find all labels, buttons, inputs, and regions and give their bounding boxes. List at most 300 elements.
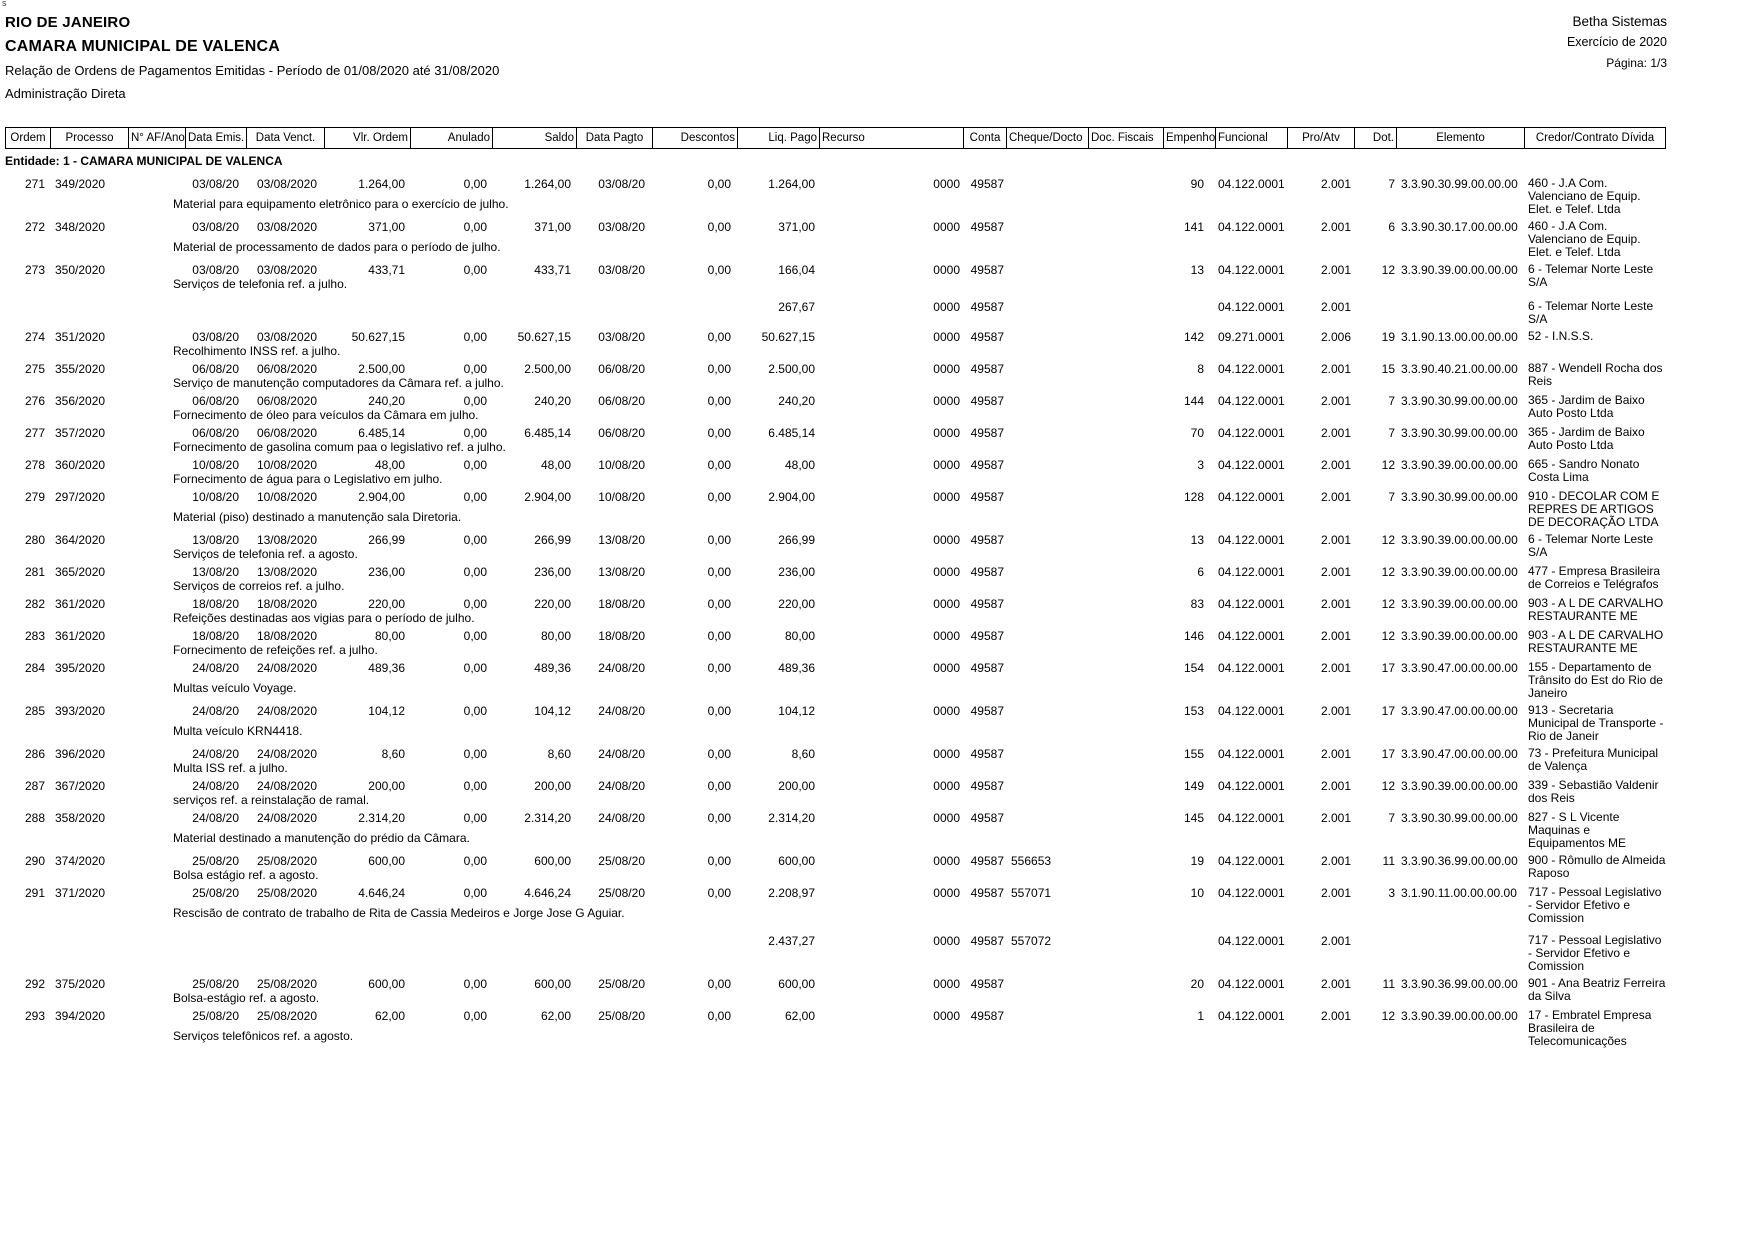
cell-liq: 104,12	[778, 704, 815, 718]
cell-liq: 200,00	[778, 779, 815, 793]
cell-empenho: 13	[1190, 263, 1204, 277]
cell-funcional: 04.122.0001	[1218, 220, 1285, 234]
cell-descontos: 0,00	[707, 854, 731, 868]
cell-credor: 73 - Prefeitura Municipal de Valença	[1528, 746, 1659, 773]
order-description: Bolsa estágio ref. a agosto.	[173, 868, 319, 882]
cell-recurso: 0000	[933, 533, 960, 547]
cell-pagto: 24/08/20	[598, 779, 645, 793]
table-row	[5, 977, 1666, 1005]
cell-saldo: 220,00	[534, 597, 571, 611]
cell-dot: 17	[1381, 661, 1395, 675]
cell-emis: 24/08/20	[192, 747, 239, 761]
cell-ordem: 292	[24, 977, 45, 991]
entity-name: CAMARA MUNICIPAL DE VALENCA	[5, 38, 281, 55]
cell-empenho: 70	[1190, 426, 1204, 440]
cell-saldo: 200,00	[534, 779, 571, 793]
cell-emis: 18/08/20	[192, 629, 239, 643]
table-row	[5, 533, 1666, 561]
cell-conta: 49587	[970, 330, 1004, 344]
cell-docfiscais	[1089, 490, 1164, 510]
cell-cheque	[1007, 811, 1089, 831]
cell-liq: 240,20	[778, 394, 815, 408]
cell-credor: 903 - A L DE CARVALHO RESTAURANTE ME	[1528, 596, 1664, 623]
cell-vlr: 48,00	[374, 458, 405, 472]
col-header-af: N° AF/Ano	[129, 128, 186, 148]
cell-recurso: 0000	[933, 263, 960, 277]
cell-liq: 236,00	[778, 565, 815, 579]
cell-proatv: 2.001	[1320, 458, 1351, 472]
cell-ordem: 287	[24, 779, 45, 793]
cell-venct: 18/08/2020	[256, 629, 317, 643]
cell-recurso: 0000	[933, 597, 960, 611]
cell-vlr: 600,00	[368, 854, 405, 868]
cell-emis: 03/08/20	[192, 177, 239, 191]
cell-extra-proatv: 2.001	[1320, 934, 1351, 948]
cell-vlr: 2.314,20	[358, 811, 405, 825]
cell-proatv: 2.001	[1320, 629, 1351, 643]
cell-saldo: 240,20	[534, 394, 571, 408]
cell-proatv: 2.001	[1320, 886, 1351, 900]
cell-emis: 03/08/20	[192, 330, 239, 344]
cell-recurso: 0000	[933, 747, 960, 761]
cell-liq: 50.627,15	[761, 330, 815, 344]
cell-pagto: 24/08/20	[598, 704, 645, 718]
report-scope: Administração Direta	[5, 86, 126, 101]
cell-descontos: 0,00	[707, 394, 731, 408]
cell-ordem: 280	[24, 533, 45, 547]
cell-dot: 12	[1381, 779, 1395, 793]
cell-funcional: 04.122.0001	[1218, 177, 1285, 191]
table-row	[5, 886, 1666, 973]
cell-dot: 11	[1382, 854, 1395, 868]
cell-credor: 339 - Sebastião Valdenir dos Reis	[1528, 778, 1659, 805]
col-header-vlr: Vlr. Ordem	[325, 128, 411, 148]
cell-saldo: 433,71	[534, 263, 571, 277]
cell-venct: 25/08/2020	[256, 854, 317, 868]
cell-ordem: 286	[24, 747, 45, 761]
col-header-anulado: Anulado	[411, 128, 493, 148]
cell-liq: 220,00	[778, 597, 815, 611]
cell-processo: 355/2020	[55, 362, 106, 376]
cell-conta: 49587	[970, 886, 1004, 900]
cell-funcional: 04.122.0001	[1218, 629, 1285, 643]
order-description: Refeições destinadas aos vigias para o período de julho.	[173, 611, 475, 625]
cell-descontos: 0,00	[707, 263, 731, 277]
cell-ordem: 281	[24, 565, 45, 579]
col-header-docfiscais: Doc. Fiscais	[1089, 128, 1164, 148]
cell-saldo: 48,00	[540, 458, 571, 472]
cell-credor: 365 - Jardim de Baixo Auto Posto Ltda	[1528, 393, 1645, 420]
cell-venct: 03/08/2020	[256, 220, 317, 234]
cell-docfiscais	[1089, 263, 1164, 277]
cell-docfiscais	[1089, 597, 1164, 611]
cell-elemento: 3.3.90.39.00.00.00.00	[1401, 629, 1518, 643]
cell-proatv: 2.001	[1320, 1009, 1351, 1023]
cell-venct: 10/08/2020	[256, 458, 317, 472]
cell-anulado: 0,00	[463, 565, 487, 579]
cell-funcional: 04.122.0001	[1218, 811, 1285, 825]
cell-descontos: 0,00	[707, 811, 731, 825]
cell-emis: 25/08/20	[192, 886, 239, 900]
cell-liq: 2.208,97	[768, 886, 815, 900]
cell-processo: 297/2020	[55, 490, 106, 504]
cell-processo: 360/2020	[55, 458, 106, 472]
cell-emis: 06/08/20	[192, 394, 239, 408]
order-description: Material para equipamento eletrônico para o exercício de julho.	[173, 196, 509, 211]
cell-dot: 7	[1388, 490, 1395, 504]
cell-saldo: 2.904,00	[524, 490, 571, 504]
cell-elemento: 3.3.90.30.99.00.00.00	[1401, 426, 1518, 440]
cell-descontos: 0,00	[707, 490, 731, 504]
cell-saldo: 371,00	[534, 220, 571, 234]
cell-vlr: 8,60	[381, 747, 405, 761]
cell-cheque	[1007, 747, 1089, 761]
cell-docfiscais	[1089, 661, 1164, 681]
table-row	[5, 394, 1666, 422]
cell-liq: 8,60	[791, 747, 815, 761]
cell-pagto: 18/08/20	[598, 629, 645, 643]
cell-credor: 901 - Ana Beatriz Ferreira da Silva	[1528, 976, 1666, 1003]
cell-emis: 24/08/20	[192, 661, 239, 675]
col-header-venct: Data Venct.	[247, 128, 325, 148]
cell-ordem: 276	[24, 394, 45, 408]
cell-empenho: 146	[1183, 629, 1204, 643]
cell-emis: 03/08/20	[192, 220, 239, 234]
cell-docfiscais	[1089, 533, 1164, 547]
cell-pagto: 10/08/20	[598, 458, 645, 472]
cell-anulado: 0,00	[463, 779, 487, 793]
cell-anulado: 0,00	[463, 220, 487, 234]
order-description: Rescisão de contrato de trabalho de Rita de Cassia Medeiros e Jorge Jose G Aguiar.	[173, 905, 625, 920]
cell-conta: 49587	[970, 426, 1004, 440]
cell-cheque	[1007, 362, 1089, 376]
cell-ordem: 285	[24, 704, 45, 718]
order-description: Material de processamento de dados para o período de julho.	[173, 239, 501, 254]
cell-vlr: 600,00	[368, 977, 405, 991]
cell-pagto: 13/08/20	[598, 565, 645, 579]
cell-descontos: 0,00	[707, 977, 731, 991]
cell-venct: 13/08/2020	[256, 565, 317, 579]
cell-emis: 24/08/20	[192, 811, 239, 825]
cell-dot: 12	[1381, 565, 1395, 579]
cell-elemento: 3.3.90.30.99.00.00.00	[1401, 394, 1518, 408]
cell-elemento: 3.1.90.13.00.00.00.00	[1401, 330, 1518, 344]
cell-liq: 48,00	[784, 458, 815, 472]
cell-funcional: 04.122.0001	[1218, 458, 1285, 472]
cell-funcional: 04.122.0001	[1218, 490, 1285, 504]
cell-conta: 49587	[970, 747, 1004, 761]
cell-af	[129, 597, 186, 611]
cell-dot: 17	[1381, 747, 1395, 761]
col-header-funcional: Funcional	[1216, 128, 1288, 148]
cell-cheque	[1007, 629, 1089, 643]
cell-docfiscais	[1089, 565, 1164, 579]
cell-proatv: 2.001	[1320, 490, 1351, 504]
cell-anulado: 0,00	[463, 177, 487, 191]
cell-recurso: 0000	[933, 886, 960, 900]
report-header	[0, 0, 1755, 101]
cell-emis: 18/08/20	[192, 597, 239, 611]
cell-processo: 361/2020	[55, 597, 106, 611]
cell-processo: 395/2020	[55, 661, 106, 675]
cell-liq: 62,00	[784, 1009, 815, 1023]
cell-venct: 03/08/2020	[256, 330, 317, 344]
cell-af	[129, 629, 186, 643]
cell-anulado: 0,00	[463, 263, 487, 277]
cell-descontos: 0,00	[707, 458, 731, 472]
cell-empenho: 128	[1183, 490, 1204, 504]
cell-vlr: 240,20	[368, 394, 405, 408]
cell-pagto: 06/08/20	[598, 362, 645, 376]
cell-empenho: 149	[1183, 779, 1204, 793]
cell-elemento: 3.3.90.30.99.00.00.00	[1401, 177, 1518, 191]
cell-recurso: 0000	[933, 490, 960, 504]
cell-proatv: 2.001	[1320, 177, 1351, 191]
orders-table	[5, 127, 1666, 1048]
cell-docfiscais	[1089, 1009, 1164, 1029]
cell-conta: 49587	[970, 629, 1004, 643]
cell-venct: 25/08/2020	[256, 886, 317, 900]
cell-proatv: 2.001	[1320, 811, 1351, 825]
cell-credor: 6 - Telemar Norte Leste S/A	[1528, 262, 1654, 289]
cell-af	[129, 330, 186, 344]
report-header-left	[5, 14, 499, 101]
report-header-right	[1567, 14, 1667, 101]
cell-elemento: 3.3.90.47.00.00.00.00	[1401, 747, 1518, 761]
cell-vlr: 6.485,14	[358, 426, 405, 440]
cell-descontos: 0,00	[707, 565, 731, 579]
cell-funcional: 04.122.0001	[1218, 263, 1285, 277]
cell-saldo: 236,00	[534, 565, 571, 579]
cell-vlr: 2.904,00	[358, 490, 405, 504]
cell-descontos: 0,00	[707, 362, 731, 376]
exercise-label: Exercício de 2020	[1566, 35, 1667, 49]
cell-ordem: 284	[24, 661, 45, 675]
cell-extra-conta: 49587	[970, 934, 1004, 948]
vendor-name: Betha Sistemas	[1572, 14, 1667, 29]
cell-dot: 3	[1388, 886, 1395, 900]
cell-vlr: 4.646,24	[358, 886, 405, 900]
cell-ordem: 288	[24, 811, 45, 825]
cell-liq: 266,99	[778, 533, 815, 547]
cell-extra-credor: 6 - Telemar Norte Leste S/A	[1528, 299, 1654, 326]
cell-extra-conta: 49587	[970, 300, 1004, 314]
cell-proatv: 2.001	[1320, 426, 1351, 440]
col-header-empenho: Empenho	[1164, 128, 1216, 148]
report-title: Relação de Ordens de Pagamentos Emitidas - Período de 01/08/2020 até 31/08/2020	[5, 63, 500, 78]
cell-anulado: 0,00	[463, 362, 487, 376]
table-row	[5, 704, 1666, 743]
cell-credor: 717 - Pessoal Legislativo - Servidor Efetivo e Comission	[1528, 885, 1662, 925]
cell-elemento: 3.3.90.30.17.00.00.00	[1401, 220, 1518, 234]
cell-descontos: 0,00	[707, 1009, 731, 1023]
cell-processo: 361/2020	[55, 629, 106, 643]
cell-cheque	[1007, 565, 1089, 579]
cell-processo: 356/2020	[55, 394, 106, 408]
cell-ordem: 283	[24, 629, 45, 643]
cell-pagto: 06/08/20	[598, 426, 645, 440]
cell-credor: 900 - Rômullo de Almeida Raposo	[1528, 853, 1666, 880]
cell-funcional: 04.122.0001	[1218, 362, 1285, 376]
cell-recurso: 0000	[933, 977, 960, 991]
cell-liq: 1.264,00	[768, 177, 815, 191]
cell-processo: 375/2020	[55, 977, 106, 991]
cell-pagto: 25/08/20	[598, 1009, 645, 1023]
entity-group-line: Entidade: 1 - CAMARA MUNICIPAL DE VALENCA	[5, 154, 283, 168]
cell-empenho: 154	[1183, 661, 1204, 675]
cell-empenho: 19	[1190, 854, 1204, 868]
cell-processo: 374/2020	[55, 854, 106, 868]
cell-vlr: 62,00	[374, 1009, 405, 1023]
cell-anulado: 0,00	[463, 854, 487, 868]
cell-recurso: 0000	[933, 661, 960, 675]
cell-conta: 49587	[970, 565, 1004, 579]
order-description: Serviço de manutenção computadores da Câmara ref. a julho.	[173, 376, 504, 390]
order-description: Fornecimento de refeições ref. a julho.	[173, 643, 378, 657]
cell-docfiscais	[1089, 458, 1164, 472]
cell-proatv: 2.001	[1320, 263, 1351, 277]
cell-venct: 25/08/2020	[256, 1009, 317, 1023]
cell-cheque	[1007, 779, 1089, 793]
cell-cheque	[1007, 977, 1089, 991]
order-description: Serviços de telefonia ref. a agosto.	[173, 547, 358, 561]
cell-credor: 827 - S L Vicente Maquinas e Equipamentos ME	[1528, 810, 1627, 850]
cell-recurso: 0000	[933, 854, 960, 868]
cell-af	[129, 533, 186, 547]
cell-docfiscais	[1089, 704, 1164, 724]
cell-credor: 52 - I.N.S.S.	[1528, 329, 1594, 343]
cell-funcional: 04.122.0001	[1218, 565, 1285, 579]
order-description: Serviços de correios ref. a julho.	[173, 579, 345, 593]
cell-saldo: 4.646,24	[524, 886, 571, 900]
cell-conta: 49587	[970, 490, 1004, 504]
cell-af	[129, 458, 186, 472]
cell-funcional: 04.122.0001	[1218, 597, 1285, 611]
cell-cheque	[1007, 426, 1089, 440]
cell-anulado: 0,00	[463, 704, 487, 718]
cell-cheque	[1007, 330, 1089, 344]
cell-elemento: 3.3.90.39.00.00.00.00	[1401, 533, 1518, 547]
table-row	[5, 747, 1666, 775]
cell-ordem: 273	[24, 263, 45, 277]
cell-descontos: 0,00	[707, 886, 731, 900]
cell-funcional: 04.122.0001	[1218, 533, 1285, 547]
cell-venct: 18/08/2020	[256, 597, 317, 611]
cell-vlr: 236,00	[368, 565, 405, 579]
cell-conta: 49587	[970, 779, 1004, 793]
order-description: Recolhimento INSS ref. a julho.	[173, 344, 341, 358]
cell-vlr: 1.264,00	[358, 177, 405, 191]
cell-proatv: 2.006	[1320, 330, 1351, 344]
cell-ordem: 272	[24, 220, 45, 234]
cell-af	[129, 854, 186, 868]
cell-elemento: 3.3.90.30.99.00.00.00	[1401, 490, 1518, 504]
cell-empenho: 153	[1183, 704, 1204, 718]
cell-empenho: 141	[1183, 220, 1204, 234]
cell-extra-liq: 2.437,27	[768, 934, 815, 948]
cell-docfiscais	[1089, 426, 1164, 440]
cell-credor: 903 - A L DE CARVALHO RESTAURANTE ME	[1528, 628, 1664, 655]
order-description: Fornecimento de gasolina comum paa o legislativo ref. a julho.	[173, 440, 506, 454]
cell-pagto: 25/08/20	[598, 854, 645, 868]
cell-emis: 13/08/20	[192, 565, 239, 579]
cell-pagto: 03/08/20	[598, 263, 645, 277]
cell-conta: 49587	[970, 854, 1004, 868]
cell-vlr: 371,00	[368, 220, 405, 234]
cell-emis: 10/08/20	[192, 458, 239, 472]
cell-anulado: 0,00	[463, 886, 487, 900]
cell-descontos: 0,00	[707, 661, 731, 675]
cell-emis: 24/08/20	[192, 779, 239, 793]
cell-vlr: 220,00	[368, 597, 405, 611]
cell-liq: 489,36	[778, 661, 815, 675]
cell-descontos: 0,00	[707, 747, 731, 761]
cell-recurso: 0000	[933, 394, 960, 408]
cell-vlr: 50.627,15	[351, 330, 405, 344]
cell-anulado: 0,00	[463, 1009, 487, 1023]
cell-proatv: 2.001	[1320, 704, 1351, 718]
cell-empenho: 145	[1183, 811, 1204, 825]
table-row	[5, 362, 1666, 390]
col-header-elemento: Elemento	[1397, 128, 1525, 148]
cell-liq: 2.314,20	[768, 811, 815, 825]
col-header-conta: Conta	[964, 128, 1007, 148]
cell-conta: 49587	[970, 220, 1004, 234]
cell-credor: 887 - Wendell Rocha dos Reis	[1528, 361, 1663, 388]
cell-dot: 7	[1388, 426, 1395, 440]
cell-af	[129, 362, 186, 376]
cell-empenho: 13	[1190, 533, 1204, 547]
cell-processo: 348/2020	[55, 220, 106, 234]
cell-venct: 06/08/2020	[256, 394, 317, 408]
cell-conta: 49587	[970, 977, 1004, 991]
cell-proatv: 2.001	[1320, 533, 1351, 547]
cell-elemento: 3.1.90.11.00.00.00.00	[1401, 886, 1517, 900]
cell-docfiscais	[1089, 629, 1164, 643]
cell-docfiscais	[1089, 330, 1164, 344]
cell-extra-funcional: 04.122.0001	[1218, 934, 1285, 948]
order-description: Material destinado a manutenção do prédio da Câmara.	[173, 830, 470, 845]
cell-vlr: 104,12	[368, 704, 405, 718]
cell-recurso: 0000	[933, 565, 960, 579]
cell-credor: 913 - Secretaria Municipal de Transporte - Rio de Janeir	[1528, 703, 1664, 743]
cell-elemento: 3.3.90.39.00.00.00.00	[1401, 565, 1518, 579]
cell-ordem: 290	[24, 854, 45, 868]
cell-processo: 371/2020	[55, 886, 106, 900]
cell-processo: 396/2020	[55, 747, 106, 761]
cell-vlr: 266,99	[368, 533, 405, 547]
cell-descontos: 0,00	[707, 779, 731, 793]
cell-docfiscais	[1089, 977, 1164, 991]
cell-empenho: 1	[1197, 1009, 1204, 1023]
table-row	[5, 779, 1666, 807]
cell-cheque	[1007, 490, 1089, 510]
order-description: serviços ref. a reinstalação de ramal.	[173, 793, 370, 807]
cell-credor: 17 - Embratel Empresa Brasileira de Telecomunicações	[1528, 1008, 1652, 1048]
cell-docfiscais	[1089, 811, 1164, 831]
col-header-cheque: Cheque/Docto	[1007, 128, 1089, 148]
cell-dot: 6	[1388, 220, 1395, 234]
col-header-emis: Data Emis.	[186, 128, 247, 148]
col-header-recurso: Recurso	[820, 128, 964, 148]
cell-processo: 351/2020	[55, 330, 106, 344]
cell-af	[129, 220, 186, 240]
cell-processo: 365/2020	[55, 565, 106, 579]
cell-recurso: 0000	[933, 1009, 960, 1023]
cell-recurso: 0000	[933, 426, 960, 440]
cell-af	[129, 977, 186, 991]
cell-anulado: 0,00	[463, 330, 487, 344]
